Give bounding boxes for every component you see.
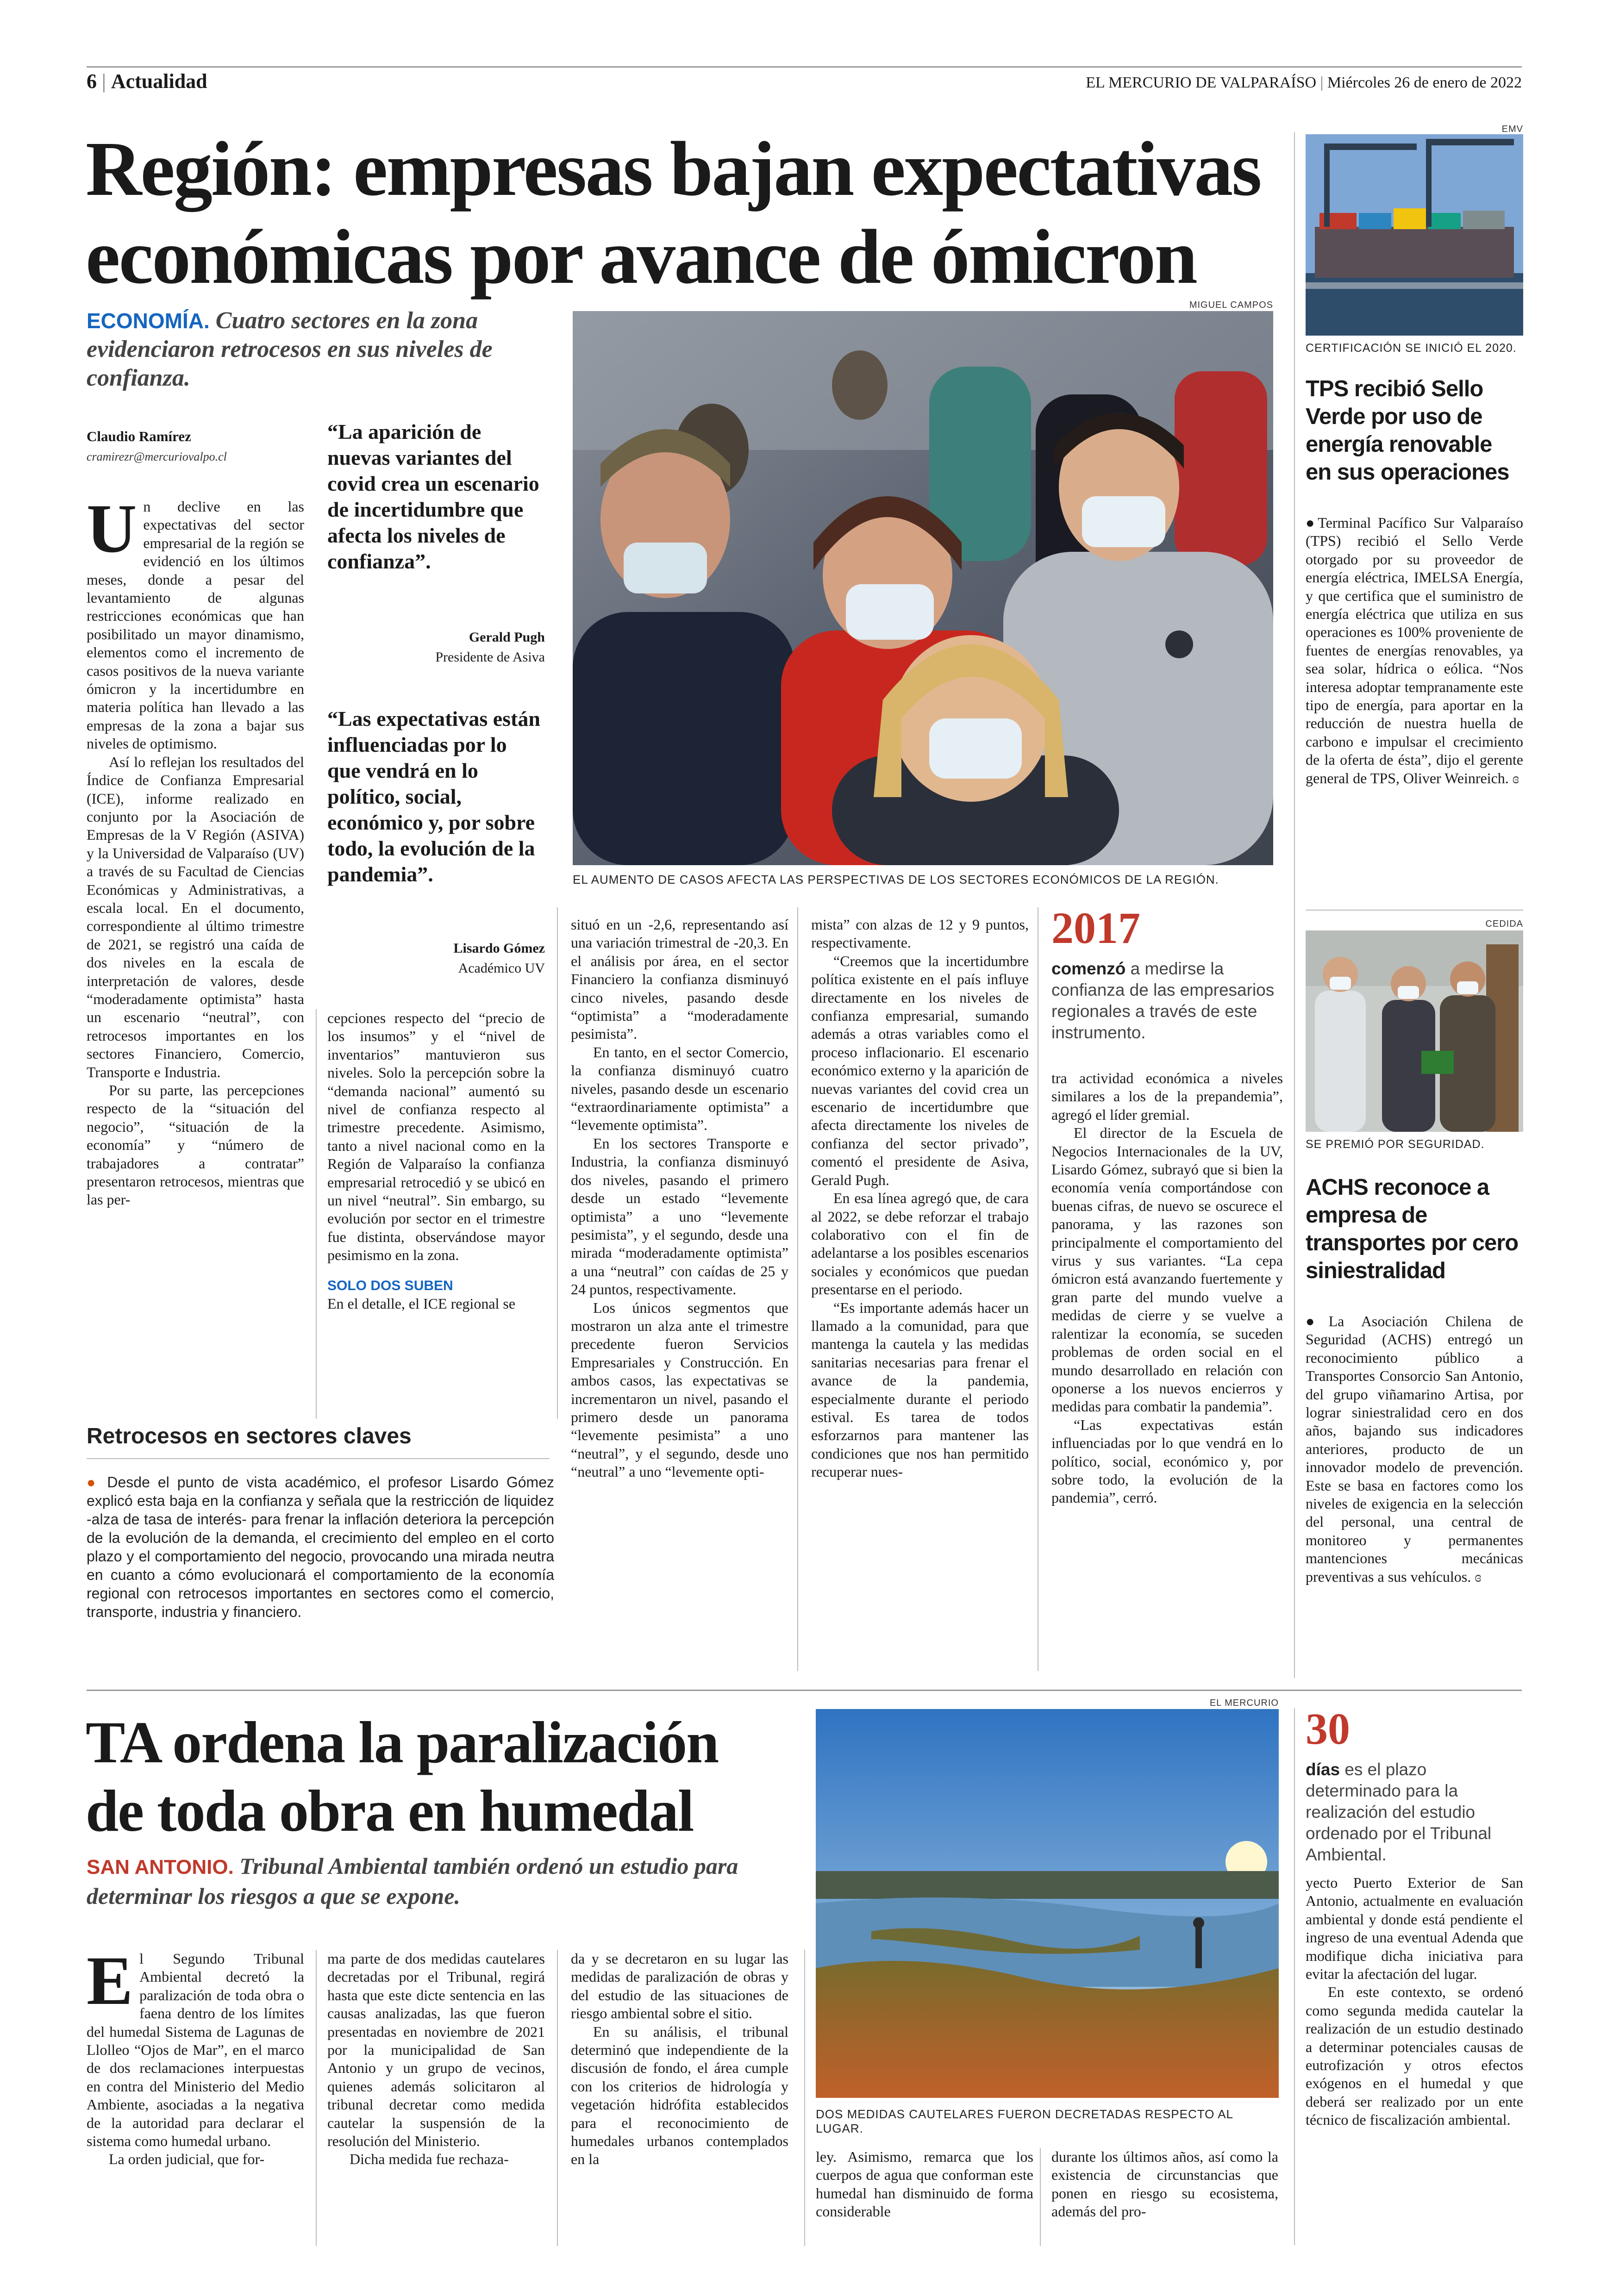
second-col6-p1: yecto Puerto Exterior de San Antonio, actualmente en evaluación ambiental y donde está pendiente el ingreso de una eventual Adenda que modifique dicha iniciativa para evitar la afectación del lugar. [1306,1874,1523,1983]
main-photo-credit: MIGUEL CAMPOS [1189,300,1273,310]
fact-bold-30: días [1306,1760,1340,1779]
end-mark-icon: ɞ [1475,1568,1482,1585]
col-divider [1294,1708,1295,2245]
fact-box-2017 [1051,958,1283,1043]
main-col2-p2: En el detalle, el ICE regional se [327,1295,516,1312]
second-headline-line1: TA ordena la paralización [86,1710,719,1775]
bullet-icon: ● [1306,1313,1329,1329]
main-photo [573,311,1273,865]
second-col-6 [1306,1874,1523,2246]
second-col1-p2: La orden judicial, que for- [109,2151,265,2168]
main-col1-p3: Por su parte, las percepciones respecto de la “situación del negocio”, “situación de la economía” y “número de trabajadores a contratar” presentaron retrocesos, mientras que las per- [87,1082,304,1208]
main-col3-p4: Los únicos segmentos que mostraron un alza ante el trimestre precedente fueron Servicios Empresariales y Construcción. En ambos casos, las expectativas se incrementaron un nivel, pasando el primero desde un panorama “levemente pesimista” a uno “neutral”, y el segundo, desde uno “neutral” a uno “levemente opti- [571,1299,788,1480]
sidebar1-caption: CERTIFICACIÓN SE INICIÓ EL 2020. [1306,342,1517,355]
col-divider [557,907,558,1419]
main-photo-caption: EL AUMENTO DE CASOS AFECTA LAS PERSPECTIVAS DE LOS SECTORES ECONÓMICOS DE LA REGIÓN. [573,873,1219,886]
col-divider [316,1009,317,1419]
fact-text-2017: a medirse la confianza de las empresarios regionales a través de este instrumento. [1051,959,1275,1042]
bullet-icon: ● [1306,514,1318,531]
second-drop-cap: E [87,1950,133,2019]
second-photo [816,1709,1279,2098]
second-col3-p1: da y se decretaron en su lugar las medidas de paralización de obras y del estudio de las situaciones de riesgo ambiental sobre el sitio. [571,1950,788,2022]
second-col4-p1: ley. Asimismo, remarca que los cuerpos de agua que conforman este humedal han disminuido de forma considerable [816,2148,1033,2220]
section-name: Actualidad [111,70,207,93]
fact-number-30: 30 [1306,1704,1350,1753]
main-col5-p2: El director de la Escuela de Negocios Internacionales de la UV, Lisardo Gómez, subrayó que si bien la economía venía comportándose con buenas cifras, de nuevo se oscurece el panorama, y las razones son principalmente el comportamiento del virus y sus variantes. “La cepa ómicron está avanzando fuertemente y gran parte del mundo vuelve a medidas de cierre y se vuelve a ralentizar la economía, se suceden problemas de orden social en el mundo desarrollado en relación con oponerse a los nuevos encierros y medidas para combatir la pandemia”. [1051,1124,1283,1415]
sidebar2-photo [1306,930,1523,1132]
fact-box-30 [1306,1759,1523,1866]
second-section-tag: SAN ANTONIO. [87,1856,234,1878]
bullet-icon: ● [87,1474,100,1491]
pull-quote-2: “Las expectativas están influenciadas por lo que vendrá en lo político, social, económico y, por sobre todo, la evolución de la pandemia”. [327,707,540,886]
main-section-tag: ECONOMÍA. [87,309,210,333]
sidebar-rule [1306,910,1523,911]
fact-number-2017: 2017 [1051,903,1140,953]
sidebar2-caption: SE PREMIÓ POR SEGURIDAD. [1306,1138,1485,1151]
second-photo-caption: DOS MEDIDAS CAUTELARES FUERON DECRETADAS RESPECTO AL LUGAR. [816,2107,1233,2135]
pull-quote-1: “La aparición de nuevas variantes del covid crea un escenario de incertidumbre que afecta los niveles de confianza”. [327,420,539,573]
sidebar2-headline: ACHS reconoce a empresa de transportes por cero siniestralidad [1306,1175,1519,1283]
second-col-5 [1051,2148,1278,2245]
main-col-1 [87,498,304,1393]
main-deck-text: Cuatro sectores en la zona evidenciaron retrocesos en sus niveles de confianza. [87,307,493,391]
box-text: Desde el punto de vista académico, el profesor Lisardo Gómez explicó esta baja en la confianza y señala que la restricción de liquidez -alza de tasa de interés- para frenar la inflación deteriora la percepción de la evolución de la demanda, el crecimiento del empleo en el corto plazo y el comportamiento del negocio, provocando una mirada neutra en cuanto a cómo evolucionará el comportamiento de la economía regional con retrocesos importantes en sectores como el comercio, transporte, industria y financiero. [87,1474,554,1620]
main-col-5 [1051,1069,1283,1673]
sidebar1-text: Terminal Pacífico Sur Valparaíso (TPS) recibió el Sello Verde otorgado por su proveedor de energía eléctrica, IMELSA Energía, y que certifica que el suministro de energía eléctrica que utiliza en sus operaciones es 100% proveniente de fuentes de energías renovables, ya sea solar, hídrica o eólica. “Nos interesa adoptar tempranamente este tipo de energía, para aportar en la reducción de nuestra huella de carbono e impulsar el crecimiento de la oferta de ésta”, dijo el gerente general de TPS, Oliver Weinreich. [1306,514,1523,786]
section-rule [87,1690,1522,1691]
second-headline-line2: de toda obra en humedal [86,1778,694,1844]
second-photo-credit: EL MERCURIO [1209,1698,1279,1708]
end-mark-icon: ɞ [1512,769,1519,786]
sidebar2-text: La Asociación Chilena de Seguridad (ACHS) entregó un reconocimiento público a Transportes Consorcio San Antonio, del grupo viñamarino Artisa, por lograr siniestralidad cero en dos años, bajando sus indicadores anteriores, producto de un innovador modelo de prevención. Este se basa en factores como los niveles de exigencia en la selección del personal, una central de monitoreo y permanentes mantenciones mecánicas preventivas a sus vehículos. [1306,1313,1523,1585]
pull-quote-1-name: Gerald Pugh [469,630,545,645]
main-col1-p2: Así lo reflejan los resultados del Índice de Confianza Empresarial (ICE), informe realizado en conjunto por la Asociación de Empresas de la V Región (ASIVA) y la Universidad de Valparaíso (UV) a través de su Facultad de Ciencias Económicas y Administrativas, a escala local. En el documento, correspondiente al último trimestre de 2021, se registró una caída de dos niveles en la escala de interpretación de valores, desde “moderadamente optimista” hasta un escenario “neutral”, con retrocesos importantes en los sectores Financiero, Comercio, Transporte e Industria. [87,753,304,1080]
main-col3-p2: En tanto, en el sector Comercio, la confianza disminuyó cuatro niveles, pasando desde un escenario “extraordinariamente optimista” a “levemente optimista”. [571,1043,788,1134]
second-col-1 [87,1950,304,2244]
author-email: cramirezr@mercuriovalpo.cl [87,450,227,463]
main-col5-p1: tra actividad económica a niveles similares a los de la prepandemia”, agregó el líder gremial. [1051,1070,1283,1123]
col-divider [797,907,798,1671]
col-divider [557,1950,558,2246]
fact-text-30: es el plazo determinado para la realización del estudio ordenado por el Tribunal Ambiental. [1306,1760,1492,1864]
sidebar2-body [1306,1312,1523,1676]
author-name: Claudio Ramírez [87,428,191,444]
col-divider [1040,2148,1041,2246]
box-body [87,1473,554,1621]
second-col6-p2: En este contexto, se ordenó como segunda medida cautelar la realización de un estudio destinado a determinar potenciales causas de eutrofización y otros efectos exógenos en el humedal y que deberá ser realizado por un ente técnico de fiscalización ambiental. [1306,1984,1523,2128]
main-col4-p3: En esa línea agregó que, de cara al 2022, se debe reforzar el trabajo colaborativo con el fin de adelantarse a los posibles escenarios sociales y económicos que puedan presentarse en el periodo. [811,1190,1029,1298]
sidebar2-credit: CEDIDA [1485,919,1523,929]
subhead-solo-dos-suben: SOLO DOS SUBEN [327,1278,453,1293]
sidebar-divider [1294,132,1295,1678]
issue-date: Miércoles 26 de enero de 2022 [1327,74,1522,91]
newspaper-name: EL MERCURIO DE VALPARAÍSO [1086,74,1317,91]
main-deck [87,306,536,393]
page-number: 6 [87,70,97,93]
main-col4-p1: mista” con alzas de 12 y 9 puntos, respectivamente. [811,916,1029,951]
main-col3-p1: situó en un -2,6, representando así una variación trimestral de -20,3. En el análisis por área, en el sector Financiero la confianza disminuyó cinco niveles, pasando desde “optimista” a “moderadamente pesimista”. [571,916,788,1042]
page-header-right: EL MERCURIO DE VALPARAÍSO | Miércoles 26 de enero de 2022 [1086,74,1522,91]
box-title: Retrocesos en sectores claves [87,1424,412,1448]
pull-quote-1-role: Presidente de Asiva [435,649,545,665]
header-rule [87,66,1522,68]
main-col3-p3: En los sectores Transporte e Industria, la confianza disminuyó dos niveles, pasando el primero desde un estado “levemente optimista” a uno “levemente pesimista”, y el segundo, desde una mirada “moderadamente optimista” a una “neutral” con caídas de 25 y 24 puntos, respectivamente. [571,1135,788,1298]
pull-quote-2-name: Lisardo Gómez [453,941,545,956]
main-col-4 [811,916,1029,1672]
second-col1-p1: l Segundo Tribunal Ambiental decretó la paralización de toda obra o faena dentro de los límites del humedal Sistema de Lagunas de Llolleo “Ojos de Mar”, en el marco de dos reclamaciones interpuestas en contra del Ministerio del Medio Ambiente, asociadas a la negativa de la autoridad para declarar el sistema como humedal urbano. [87,1950,304,2150]
sidebar1-credit: EMV [1501,124,1523,134]
box-rule [87,1458,550,1459]
second-col-4 [816,2148,1033,2245]
second-col-3 [571,1950,788,2244]
second-col5-p1: durante los últimos años, así como la existencia de circunstancias que ponen en riesgo su ecosistema, además del pro- [1051,2148,1278,2220]
main-col4-p2: “Creemos que la incertidumbre política existente en el país influye directamente en los niveles de confianza empresarial, sumando además a otras variables como el proceso inflacionario. El escenario económico externo y la aparición de nuevas variantes del covid crea un escenario de incertidumbre que afecta directamente los niveles de confianza del sector privado”, comentó el presidente de Asiva, Gerald Pugh. [811,952,1029,1188]
main-col4-p4: “Es importante además hacer un llamado a la comunidad, para que mantenga la cautela y las medidas sanitarias necesarias para frenar el avance de la pandemia, especialmente durante el periodo estival. Es tarea de todos esforzarnos para mantener las condiciones que nos han permitido recuperar nues- [811,1299,1029,1480]
sidebar1-photo [1306,134,1523,336]
second-deck [87,1852,790,1910]
main-headline: Región: empresas bajan expectativas económicas por avance de ómicron [86,126,1261,300]
pull-quote-2-role: Académico UV [458,961,545,976]
col-divider [316,1950,317,2246]
main-col-3 [571,916,788,1672]
fact-bold-2017: comenzó [1051,959,1126,978]
sidebar1-body [1306,514,1523,889]
second-deck-text: Tribunal Ambiental también ordenó un estudio para determinar los riesgos a que se expone. [87,1853,738,1909]
main-col1-p1: n declive en las expectativas del sector empresarial de la región se evidenció en los últimos meses, donde a pesar del levantamiento de algunas restricciones económicas que han posibilitado un mayor dinamismo, elementos como el incremento de casos positivos de la nueva variante ómicron y la incertidumbre en materia política han llevado a las empresas de la zona a bajar sus niveles de optimismo. [87,498,304,752]
sidebar1-headline: TPS recibió Sello Verde por uso de energía renovable en sus operaciones [1306,376,1509,485]
main-drop-cap: U [87,498,137,567]
page-header-left: 6 | Actualidad [87,70,207,93]
main-col-2 [327,1009,545,1398]
second-col2-p1: ma parte de dos medidas cautelares decretadas por el Tribunal, regirá hasta que este dicte sentencia en las causas analizadas, las que fueron presentadas en noviembre de 2021 por la municipalidad de San Antonio y un grupo de vecinos, quienes además solicitaron al tribunal decretar como medida cautelar la suspensión de la resolución del Ministerio. [327,1950,545,2150]
second-col-2 [327,1950,545,2244]
second-col2-p2: Dicha medida fue rechaza- [350,2151,509,2168]
second-headline [86,1708,803,1845]
main-col5-p3: “Las expectativas están influenciadas por lo que vendrá en lo político, social, económico y, por sobre todo, la evolución de la pandemia”, cerró. [1051,1416,1283,1506]
second-col3-p2: En su análisis, el tribunal determinó que independiente de la discusión de fondo, el área cumple con los criterios de hidrología y vegetación hidrófita establecidos para el reconocimiento de humedales urbanos contemplados en la [571,2023,788,2168]
main-col2-p1: cepciones respecto del “precio de los insumos” y el “nivel de inventarios” mantuvieron sus niveles. Solo la percepción sobre la “demanda nacional” aumentó su nivel de confianza respecto al trimestre precedente. Asimismo, tanto a nivel nacional como en la Región de Valparaíso la confianza empresarial retrocedió y se ubicó en un nivel “neutral”. Sin embargo, su evolución por sector en el trimestre fue distinta, observándose mayor pesimismo en la zona. [327,1010,545,1264]
col-divider [804,1950,805,2246]
